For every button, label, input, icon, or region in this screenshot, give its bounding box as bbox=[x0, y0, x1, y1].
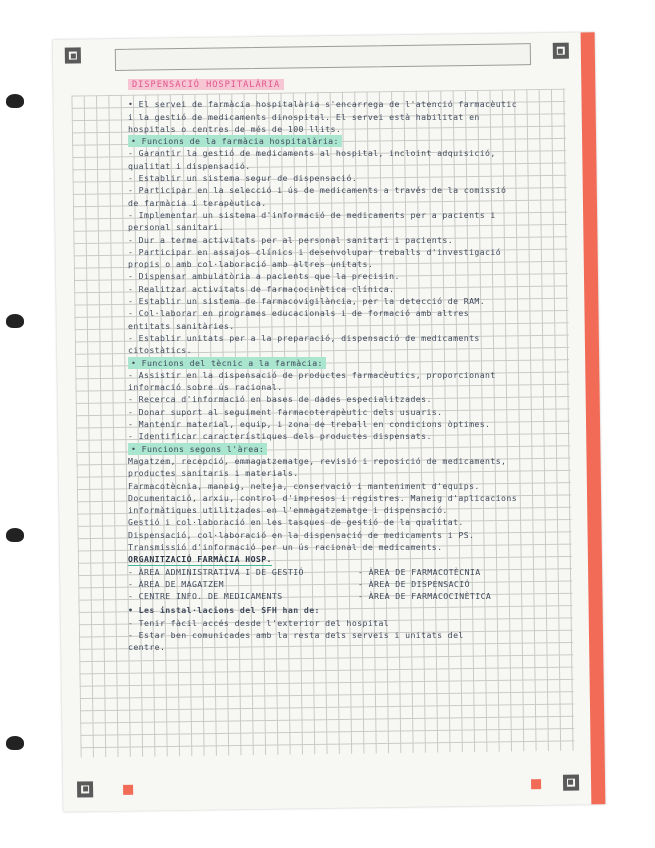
text-line bbox=[128, 307, 578, 319]
line-text: hospitals o centres de més de 100 llits. bbox=[128, 123, 342, 134]
text-line bbox=[128, 295, 578, 307]
line-text: - Realitzar activitats de farmacocinètica clínica. bbox=[128, 283, 395, 294]
text-line bbox=[128, 381, 578, 393]
text-line bbox=[128, 160, 578, 172]
line-text: entitats sanitàries. bbox=[128, 320, 235, 331]
text-line bbox=[128, 283, 578, 295]
text-line bbox=[128, 184, 578, 196]
text-line bbox=[128, 480, 578, 492]
text-line bbox=[128, 221, 578, 233]
text-line bbox=[128, 332, 578, 344]
line-text: - Participar en assajos clínics i desenvolupar treballs d'investigació bbox=[128, 246, 502, 257]
text-line bbox=[128, 111, 578, 123]
text-line bbox=[128, 98, 578, 110]
org-area-item: - ÀREA DE FARMACOCINÈTICA bbox=[358, 591, 492, 602]
line-text: • Funcions segons l'àrea: bbox=[128, 443, 267, 455]
text-line bbox=[128, 246, 578, 258]
org-area-item: - ÀREA ADMINISTRATIVA I DE GESTIÓ bbox=[128, 566, 304, 577]
section-heading: • Les instal·lacions del SFH han de: bbox=[128, 605, 320, 616]
text-line bbox=[128, 147, 578, 159]
page-title: DISPENSACIÓ HOSPITALÀRIA bbox=[128, 79, 284, 90]
orange-square-icon bbox=[531, 779, 541, 789]
text-line bbox=[128, 258, 578, 270]
text-line bbox=[128, 234, 578, 246]
text-line bbox=[128, 492, 578, 504]
line-text: informació sobre ús racional. bbox=[128, 382, 283, 393]
text-line bbox=[128, 467, 578, 479]
line-text: - Establir un sistema de farmacovigilància, per la detecció de RAM. bbox=[128, 296, 486, 307]
text-line bbox=[128, 197, 578, 209]
text-line bbox=[128, 541, 578, 553]
line-text: propis o amb col·laboració amb altres unitats. bbox=[128, 259, 374, 270]
org-title: ORGANITZACIÓ FARMÀCIA HOSP. bbox=[128, 554, 272, 565]
binder-hole-icon bbox=[6, 528, 24, 542]
text-line bbox=[128, 516, 578, 528]
section-heading bbox=[128, 135, 578, 147]
handwritten-notes bbox=[128, 78, 578, 654]
corner-marker-icon bbox=[553, 43, 569, 59]
line-text: - Assistir en la dispensació de productes farmacèutics, proporcionant bbox=[128, 369, 496, 380]
section-heading bbox=[128, 357, 578, 369]
line-text: - Establir unitats per a la preparació, dispensació de medicaments bbox=[128, 332, 480, 343]
org-left-list bbox=[128, 566, 358, 603]
line-text: - Dispensar ambulatòria a pacients que la precisin. bbox=[128, 271, 400, 282]
line-text: • Funcions de la farmàcia hospitalària: bbox=[128, 135, 342, 147]
text-line bbox=[128, 393, 578, 405]
line-text: personal sanitari. bbox=[128, 222, 224, 233]
line-text: - Establir un sistema segur de dispensació. bbox=[128, 173, 358, 184]
org-area-item: - CENTRE INFO. DE MEDICAMENTS bbox=[128, 591, 283, 602]
line-text: - Recerca d'informació en bases de dades especialitzades. bbox=[128, 394, 432, 405]
line-text: Documentació, arxiu, control d'impresos i registres. Maneig d'aplicacions bbox=[128, 492, 518, 503]
text-line bbox=[128, 209, 578, 221]
text-line bbox=[128, 369, 578, 381]
line-text: Dispensació, col·laboració en la dispensació de medicaments i PS. bbox=[128, 529, 475, 540]
line-text: qualitat i dispensació. bbox=[128, 160, 251, 171]
line-text: • El servei de farmàcia hospitalària s'encarrega de l'atenció farmacèutic bbox=[128, 99, 518, 110]
corner-marker-icon bbox=[563, 775, 579, 791]
line-text: de farmàcia i terapèutica. bbox=[128, 197, 267, 208]
line-text: • Funcions del tècnic a la farmàcia: bbox=[128, 357, 326, 369]
line-text: - Participar en la selecció i ús de medicaments a través de la comissió bbox=[128, 185, 507, 196]
line-text: i la gestió de medicaments dinospital. El servei està habilitat en bbox=[128, 111, 480, 122]
text-line bbox=[128, 504, 578, 516]
org-areas bbox=[128, 566, 578, 603]
text-line bbox=[128, 455, 578, 467]
line-text: - Garantir la gestió de medicaments al hospital, incloint adquisició, bbox=[128, 148, 496, 159]
org-right-list bbox=[358, 566, 491, 603]
text-line bbox=[128, 418, 578, 430]
line-text: Transmissió d'informació per un ús racional de medicaments. bbox=[128, 541, 443, 552]
corner-marker-icon bbox=[77, 781, 93, 797]
header-box bbox=[115, 43, 531, 71]
text-line: centre. bbox=[128, 642, 166, 653]
binder-hole-icon bbox=[6, 94, 24, 108]
line-text: - Dur a terme activitats per al personal sanitari i pacients. bbox=[128, 234, 454, 245]
orange-square-icon bbox=[123, 785, 133, 795]
text-line bbox=[128, 344, 578, 356]
line-text: Gestió i col·laboració en les tasques de gestió de la qualitat. bbox=[128, 517, 464, 528]
org-area-item: - ÀREA DE FARMACOTÈCNIA bbox=[358, 566, 481, 577]
line-text: Farmacotècnia, maneig, neteja, conservació i manteniment d'equips. bbox=[128, 480, 480, 491]
line-text: informàtiques utilitzades en l'emmagatzematge i dispensació. bbox=[128, 505, 448, 516]
line-text: citostàtics. bbox=[128, 345, 192, 356]
section-heading bbox=[128, 443, 578, 455]
line-text: - Mantenir material, equip, i zona de treball en condicions òptimes. bbox=[128, 419, 491, 430]
line-text: - Implementar un sistema d'informació de medicaments per a pacients i bbox=[128, 209, 496, 220]
corner-marker-icon bbox=[65, 47, 81, 63]
text-line bbox=[128, 320, 578, 332]
binder-hole-icon bbox=[6, 736, 24, 750]
text-line bbox=[128, 406, 578, 418]
text-line bbox=[128, 270, 578, 282]
line-text: productes sanitaris i materials. bbox=[128, 468, 299, 479]
text-line: - Tenir fàcil accés desde l'exterior del hospital bbox=[128, 617, 390, 628]
org-area-item: - ÀREA DE DISPENSACIÓ bbox=[358, 578, 470, 589]
binder-hole-icon bbox=[6, 314, 24, 328]
line-text: Magatzem, recepció, emmagatzematge, revisió i reposició de medicaments, bbox=[128, 455, 507, 466]
text-line bbox=[128, 123, 578, 135]
org-area-item: - ÀREA DE MAGATZEM bbox=[128, 578, 224, 589]
text-line: - Estar ben comunicades amb la resta dels serveis i unitats del bbox=[128, 630, 464, 641]
line-text: - Identificar característiques dels productes dispensats. bbox=[128, 431, 432, 442]
text-line bbox=[128, 430, 578, 442]
text-line bbox=[128, 172, 578, 184]
line-text: - Col·laborar en programes educacionals i de formació amb altres bbox=[128, 308, 470, 319]
text-line bbox=[128, 529, 578, 541]
line-text: - Donar suport al seguiment farmacoterapèutic dels usuaris. bbox=[128, 406, 443, 417]
